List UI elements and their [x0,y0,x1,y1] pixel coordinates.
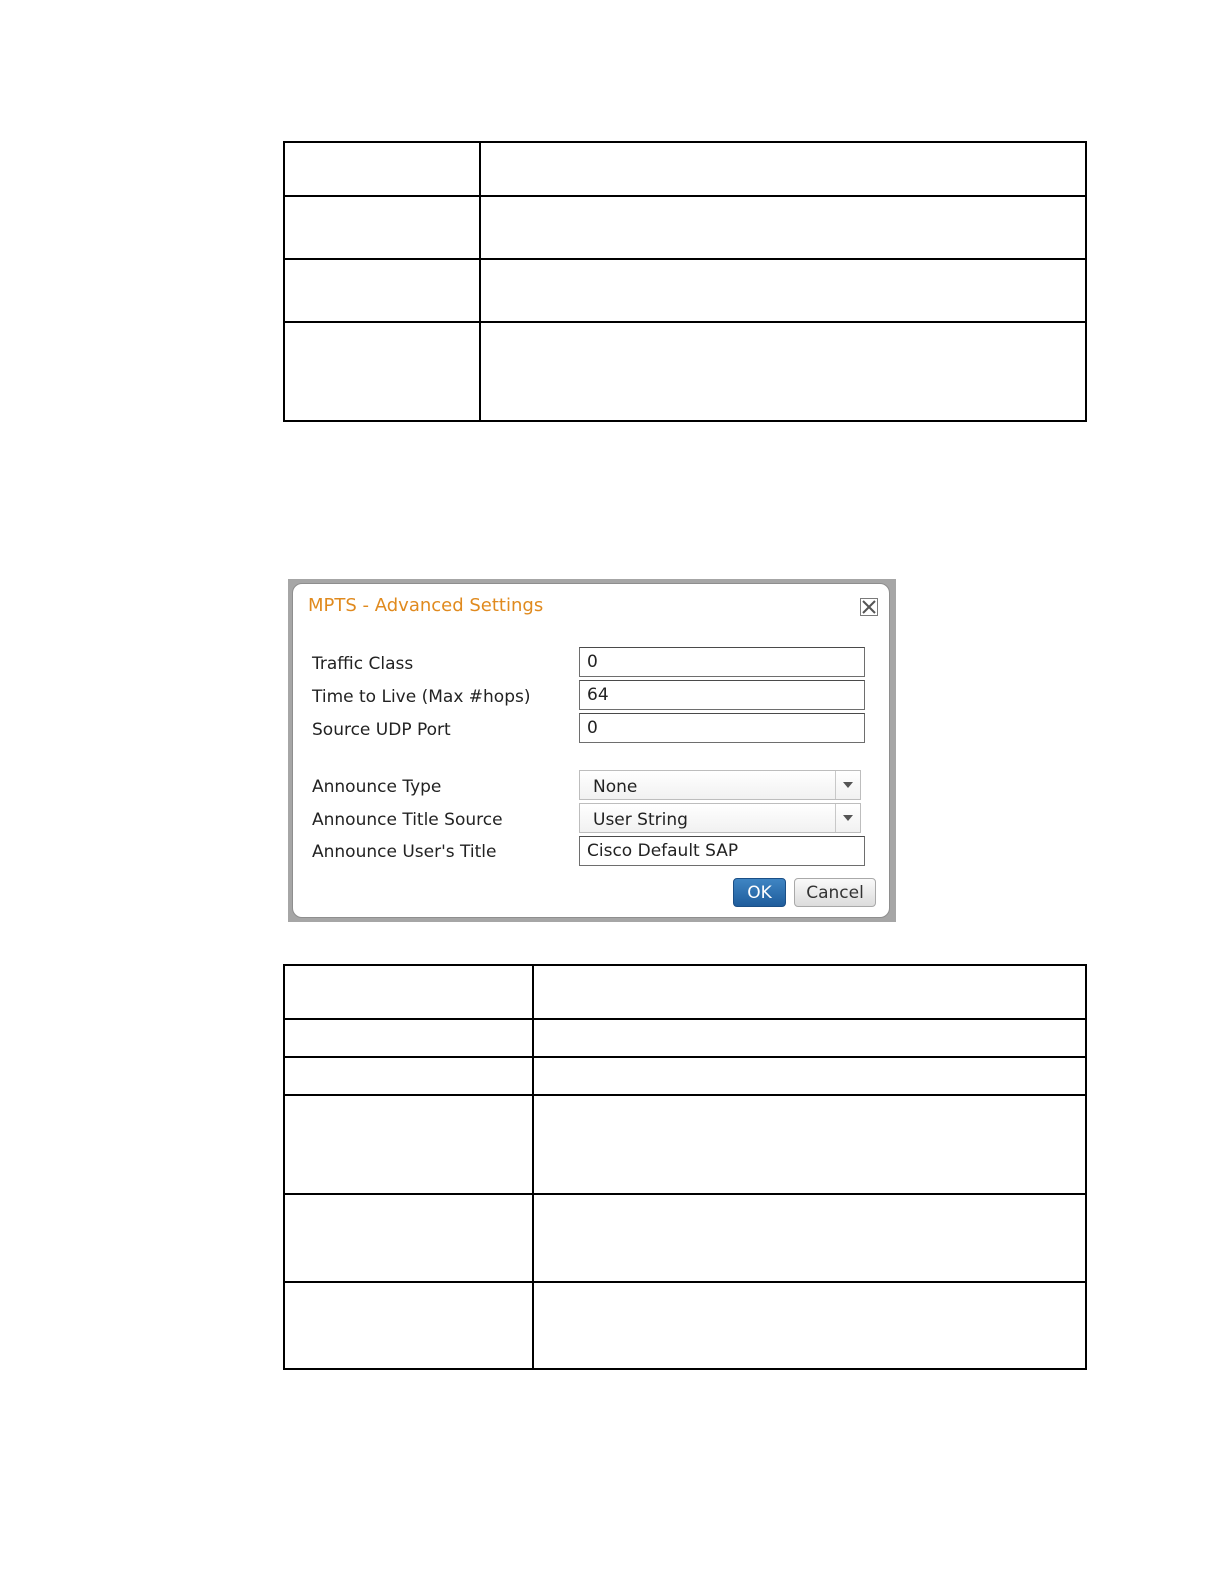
table-cell [284,1095,533,1194]
ttl-input[interactable] [579,680,865,710]
close-button[interactable] [860,598,878,616]
ttl-label: Time to Live (Max #hops) [312,687,531,707]
table-cell [480,196,1086,259]
table-row [284,1095,1086,1194]
announce-users-title-input[interactable] [579,836,865,866]
dropdown-arrow-button[interactable] [835,771,860,799]
traffic-class-input[interactable] [579,647,865,677]
table-cell [480,322,1086,421]
table-cell [533,1019,1086,1057]
announce-title-source-value: User String [593,810,688,830]
chevron-down-icon [843,815,853,821]
table-cell [284,1057,533,1095]
advanced-settings-dialog [292,583,890,918]
table-row [284,322,1086,421]
table-row [284,1019,1086,1057]
dialog-frame [288,579,896,922]
table-cell [284,1282,533,1369]
table-cell [284,965,533,1019]
table-cell [480,259,1086,322]
table-cell [533,1057,1086,1095]
table-row [284,196,1086,259]
close-x-icon [860,598,878,616]
table-cell [284,196,480,259]
table-cell [284,1019,533,1057]
dropdown-arrow-button[interactable] [835,804,860,832]
announce-title-source-label: Announce Title Source [312,810,503,830]
source-udp-port-label: Source UDP Port [312,720,451,740]
table-cell [284,322,480,421]
table-cell [533,965,1086,1019]
announce-title-source-select[interactable] [579,803,861,833]
table-cell [284,259,480,322]
traffic-class-label: Traffic Class [312,654,414,674]
chevron-down-icon [843,782,853,788]
table-cell [533,1095,1086,1194]
announce-type-value: None [593,777,638,797]
ok-button[interactable]: OK [733,878,786,907]
table-row [284,1194,1086,1282]
announce-users-title-label: Announce User's Title [312,842,497,862]
table-cell [284,1194,533,1282]
table-row [284,1057,1086,1095]
table-cell [284,142,480,196]
source-udp-port-input[interactable] [579,713,865,743]
table-cell [533,1282,1086,1369]
table-row [284,965,1086,1019]
table-cell [480,142,1086,196]
table-cell [533,1194,1086,1282]
announce-type-label: Announce Type [312,777,442,797]
bottom-table [283,964,1087,1370]
table-row [284,259,1086,322]
cancel-button[interactable]: Cancel [794,878,876,907]
announce-type-select[interactable] [579,770,861,800]
dialog-title: MPTS - Advanced Settings [308,595,544,616]
top-table [283,141,1087,422]
table-row [284,142,1086,196]
table-row [284,1282,1086,1369]
